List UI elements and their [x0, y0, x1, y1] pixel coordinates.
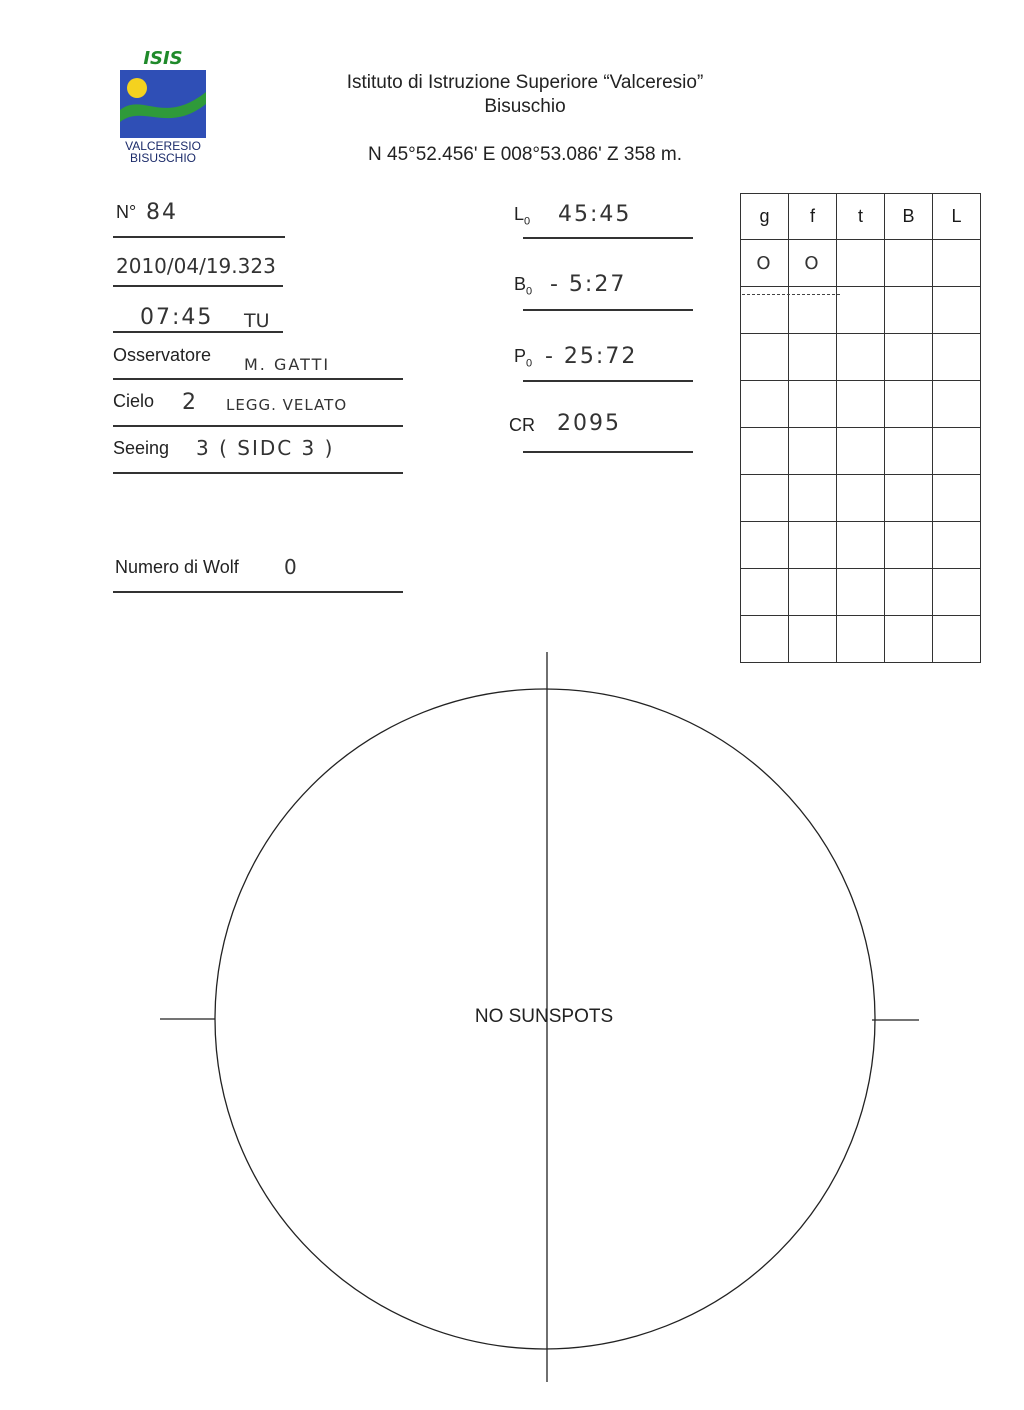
time-unit: TU — [244, 310, 270, 332]
cr-value: 2095 — [557, 411, 621, 436]
number-value: 84 — [146, 200, 178, 225]
rule-l0 — [523, 237, 693, 239]
l0-subscript: 0 — [524, 215, 531, 228]
site-coordinates: N 45°52.456' E 008°53.086' Z 358 m. — [368, 144, 682, 165]
l0-letter: L — [514, 204, 525, 224]
header-l: L — [933, 194, 981, 240]
number-label: N° — [116, 202, 137, 222]
header-b: B — [885, 194, 933, 240]
header-g: g — [741, 194, 789, 240]
cr-label: CR — [509, 415, 535, 435]
b0-letter: B — [514, 274, 527, 294]
grid-row — [741, 240, 981, 287]
rule-p0 — [523, 380, 693, 382]
observer-value: M. GATTI — [244, 355, 331, 374]
rule-wolf — [113, 591, 403, 593]
svg-text:ISIS: ISIS — [143, 48, 183, 69]
time-value: 07:45 — [140, 305, 214, 330]
grid-row — [741, 475, 981, 522]
grid-row — [741, 334, 981, 381]
b0-subscript: 0 — [526, 285, 533, 298]
school-logo — [118, 48, 208, 166]
l0-value: 45:45 — [558, 202, 632, 227]
wolf-value: 0 — [284, 555, 299, 579]
grid-row — [741, 381, 981, 428]
logo-emblem — [118, 48, 208, 140]
rule-number — [113, 236, 285, 238]
cell-b-1 — [885, 240, 933, 287]
rule-b0 — [523, 309, 693, 311]
pencil-mark — [742, 294, 840, 295]
date-value: 2010/04/19.323 — [116, 254, 276, 278]
rule-seeing — [113, 472, 403, 474]
sky-note: LEGG. VELATO — [226, 396, 348, 414]
cell-f-1: O — [789, 240, 837, 287]
l0-label — [514, 204, 530, 228]
logo-line-1: VALCERESIO — [125, 139, 201, 153]
observer-label: Osservatore — [113, 345, 212, 365]
p0-subscript: 0 — [526, 357, 533, 370]
grid-header-row — [741, 194, 981, 240]
seeing-value: 3 ( SIDC 3 ) — [196, 436, 335, 460]
grid-row — [741, 569, 981, 616]
rule-time — [113, 331, 283, 333]
p0-letter: P — [514, 346, 527, 366]
rule-sky — [113, 425, 403, 427]
p0-label — [514, 346, 532, 370]
rule-observer — [113, 378, 403, 380]
header-f: f — [789, 194, 837, 240]
sky-label: Cielo — [113, 391, 155, 411]
cell-t-1 — [837, 240, 885, 287]
grid-row — [741, 428, 981, 475]
header-t: t — [837, 194, 885, 240]
cell-g-1: O — [741, 240, 789, 287]
sky-value: 2 — [182, 390, 198, 415]
b0-label — [514, 274, 532, 298]
grid-row — [741, 522, 981, 569]
rule-cr — [523, 451, 693, 453]
b0-value: - 5:27 — [550, 272, 627, 297]
seeing-label: Seeing — [113, 438, 170, 458]
p0-value: - 25:72 — [545, 344, 638, 369]
institute-town: Bisuschio — [484, 96, 566, 117]
rule-date — [113, 285, 283, 287]
logo-line-2: BISUSCHIO — [129, 151, 196, 165]
no-sunspots-note: NO SUNSPOTS — [474, 1006, 614, 1027]
wolf-label: Numero di Wolf — [115, 557, 239, 577]
group-count-grid — [740, 193, 981, 663]
cell-l-1 — [933, 240, 981, 287]
institute-name: Istituto di Istruzione Superiore “Valceresio” — [346, 72, 704, 93]
